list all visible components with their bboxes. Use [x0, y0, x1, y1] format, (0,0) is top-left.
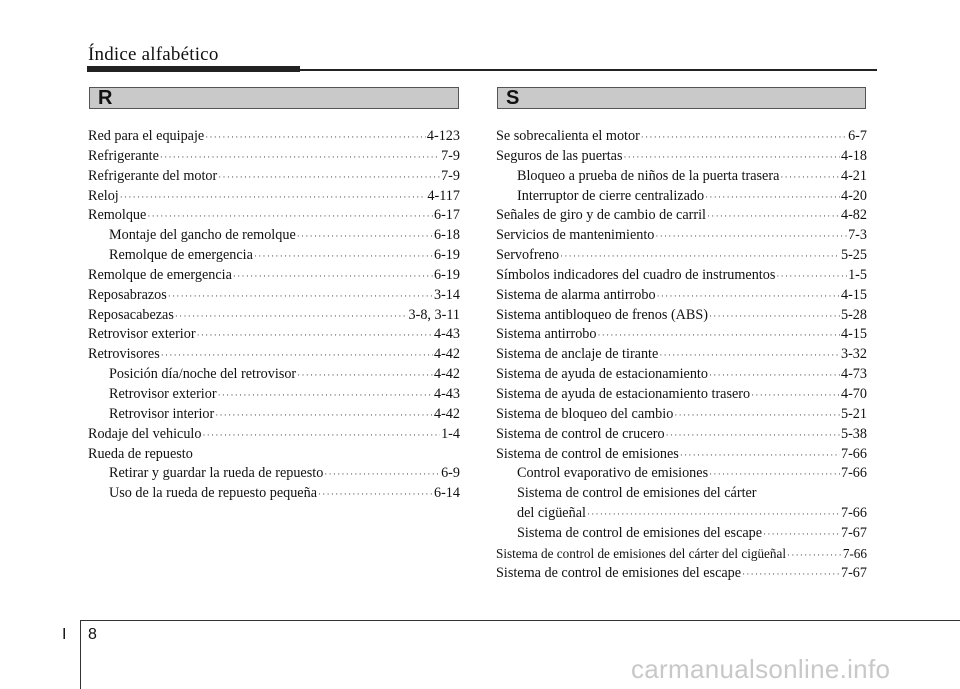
index-entry [496, 306, 867, 326]
index-entry [88, 187, 460, 207]
entry-page-ref: 4-42 [433, 405, 460, 422]
entry-page-ref: 6-19 [433, 247, 460, 264]
index-entry [496, 564, 867, 584]
entry-page-ref: 7-67 [840, 564, 867, 581]
section-letter-r: R [98, 87, 113, 109]
dot-leader [709, 311, 840, 321]
entry-page-ref: 1-5 [848, 266, 867, 283]
entry-term: Remolque [88, 207, 147, 224]
entry-term: Sistema de control de emisiones del escape [517, 524, 763, 541]
entry-page-ref: 6-9 [441, 465, 460, 482]
index-entry [88, 226, 460, 246]
entry-term: Sistema de control de crucero [496, 425, 665, 442]
dot-leader [215, 410, 433, 420]
entry-term: Retrovisores [88, 346, 160, 363]
entry-term: Seguros de las puertas [496, 147, 623, 164]
entry-page-ref: 4-43 [433, 385, 460, 402]
dot-leader [175, 311, 408, 321]
index-entry [88, 445, 460, 465]
entry-page-ref: 6-7 [848, 128, 867, 144]
dot-leader [705, 192, 840, 202]
index-entry [88, 286, 460, 306]
entry-page-ref: 4-21 [840, 167, 867, 184]
dot-leader [297, 370, 433, 380]
index-entry [496, 385, 867, 405]
entry-term: Montaje del gancho de remolque [109, 227, 296, 244]
index-entry [496, 504, 867, 524]
index-entry [496, 226, 867, 246]
entry-term: Retrovisor exterior [88, 326, 196, 343]
entry-term: del cigüeñal [517, 505, 586, 522]
dot-leader [751, 390, 840, 400]
dot-leader [707, 211, 840, 221]
entry-term: Símbolos indicadores del cuadro de instrumentos [496, 266, 776, 283]
entry-term: Refrigerante [88, 147, 159, 164]
section-letter-s: S [506, 87, 520, 109]
dot-leader [218, 172, 440, 182]
entry-term: Sistema de ayuda de estacionamiento [496, 366, 708, 383]
entry-term: Uso de la rueda de repuesto pequeña [109, 485, 317, 502]
dot-leader [641, 132, 847, 142]
entry-page-ref: 7-66 [840, 465, 867, 482]
entry-term: Interruptor de cierre centralizado [517, 187, 705, 204]
entry-term: Rodaje del vehiculo [88, 425, 202, 442]
index-entry [496, 544, 867, 564]
dot-leader [780, 172, 840, 182]
page-section-letter: I [62, 626, 67, 643]
entry-term: Rueda de repuesto [88, 445, 193, 462]
index-entry [88, 306, 460, 326]
entry-page-ref: 7-3 [848, 227, 867, 244]
dot-leader [623, 152, 840, 162]
index-entry [88, 246, 460, 266]
dot-leader [560, 251, 840, 261]
index-title: Índice alfabético [88, 44, 219, 65]
dot-leader [254, 251, 433, 261]
dot-leader [218, 390, 433, 400]
index-entry [88, 206, 460, 226]
index-entry [88, 425, 460, 445]
header-rule [87, 69, 877, 71]
dot-leader [709, 469, 840, 479]
entry-term: Sistema de control de emisiones [496, 445, 679, 462]
entry-page-ref: 7-67 [840, 524, 867, 541]
entry-page-ref: 4-15 [840, 326, 867, 343]
watermark: carmanualsonline.info [631, 654, 891, 684]
index-entry [88, 167, 460, 187]
entry-term: Retirar y guardar la rueda de repuesto [109, 465, 324, 482]
entry-page-ref: 5-25 [840, 247, 867, 264]
dot-leader [680, 450, 840, 460]
entry-term: Sistema antibloqueo de frenos (ABS) [496, 306, 708, 323]
entry-term: Posición día/noche del retrovisor [109, 366, 297, 383]
entry-page-ref: 7-9 [441, 167, 460, 184]
entry-page-ref: 4-42 [433, 346, 460, 363]
entry-term: Remolque de emergencia [88, 266, 232, 283]
entry-page-ref: 5-38 [840, 425, 867, 442]
index-entry [496, 365, 867, 385]
entry-term: Remolque de emergencia [109, 247, 253, 264]
index-entry [88, 345, 460, 365]
entry-page-ref: 4-20 [840, 187, 867, 204]
entry-term: Sistema de control de emisiones del escape [496, 564, 742, 581]
entry-term: Reloj [88, 187, 119, 204]
entry-term: Retrovisor interior [109, 405, 215, 422]
dot-leader [197, 330, 433, 340]
entry-term: Control evaporativo de emisiones [517, 465, 709, 482]
dot-leader [657, 291, 840, 301]
entry-term: Se sobrecalienta el motor [496, 128, 640, 144]
entry-page-ref: 4-117 [427, 187, 460, 204]
entry-term: Sistema de control de emisiones del cárter del cigüeñal [496, 545, 787, 561]
section-header-s [497, 87, 866, 109]
index-entry [496, 484, 867, 504]
entry-term: Servicios de mantenimiento [496, 227, 655, 244]
entry-page-ref: 7-66 [840, 445, 867, 462]
dot-leader [168, 291, 433, 301]
dot-leader [597, 330, 840, 340]
index-entry [496, 206, 867, 226]
dot-leader [147, 211, 433, 221]
entry-term: Sistema de anclaje de tirante [496, 346, 659, 363]
index-entry [496, 147, 867, 167]
index-entry [88, 325, 460, 345]
footer-rule [80, 620, 960, 621]
index-entry [88, 385, 460, 405]
index-entry [88, 127, 460, 147]
entry-page-ref: 4-43 [433, 326, 460, 343]
entry-term: Reposacabezas [88, 306, 174, 323]
index-entry [496, 266, 867, 286]
dot-leader [297, 231, 433, 241]
index-entry [88, 464, 460, 484]
dot-leader [324, 469, 440, 479]
dot-leader [666, 430, 840, 440]
index-entry [496, 167, 867, 187]
entry-term: Sistema de ayuda de estacionamiento trasero [496, 385, 751, 402]
dot-leader [674, 410, 840, 420]
entry-term: Sistema antirrobo [496, 326, 597, 343]
entry-page-ref: 6-18 [433, 227, 460, 244]
dot-leader [160, 152, 440, 162]
index-entry [496, 187, 867, 207]
entry-page-ref: 5-28 [840, 306, 867, 323]
footer-divider [80, 620, 81, 689]
dot-leader [763, 529, 840, 539]
entry-page-ref: 4-73 [840, 366, 867, 383]
index-entry [496, 345, 867, 365]
index-entry [88, 266, 460, 286]
index-entry [88, 147, 460, 167]
index-entry [496, 405, 867, 425]
entry-page-ref: 4-42 [433, 366, 460, 383]
dot-leader [776, 271, 847, 281]
index-entry [496, 425, 867, 445]
entry-page-ref: 6-19 [433, 266, 460, 283]
dot-leader [205, 132, 426, 142]
entry-page-ref: 7-66 [842, 545, 867, 561]
entry-page-ref: 4-70 [840, 385, 867, 402]
dot-leader [742, 569, 840, 579]
entry-term: Sistema de control de emisiones del cárter [517, 485, 757, 502]
index-entry [496, 127, 867, 147]
dot-leader [161, 350, 433, 360]
dot-leader [318, 489, 433, 499]
index-entry [496, 464, 867, 484]
entry-page-ref: 4-82 [840, 207, 867, 224]
entry-page-ref: 1-4 [441, 425, 460, 442]
entry-page-ref: 3-14 [433, 286, 460, 303]
entry-term: Bloqueo a prueba de niños de la puerta trasera [517, 167, 780, 184]
entry-page-ref: 4-18 [840, 147, 867, 164]
dot-leader [587, 509, 840, 519]
entry-page-ref: 5-21 [840, 405, 867, 422]
dot-leader [233, 271, 433, 281]
dot-leader [655, 231, 847, 241]
index-entry [88, 365, 460, 385]
dot-leader [202, 430, 440, 440]
entry-page-ref: 4-123 [426, 128, 460, 144]
dot-leader [120, 192, 427, 202]
entry-page-ref: 6-14 [433, 485, 460, 502]
entry-term: Señales de giro y de cambio de carril [496, 207, 706, 224]
dot-leader [709, 370, 840, 380]
index-entry [496, 286, 867, 306]
index-entry [496, 325, 867, 345]
index-entry [496, 445, 867, 465]
index-entry [496, 524, 867, 544]
index-entry [496, 246, 867, 266]
entry-page-ref: 3-8, 3-11 [408, 306, 460, 323]
entry-term: Servofreno [496, 247, 560, 264]
entry-page-ref: 6-17 [433, 207, 460, 224]
entry-page-ref: 4-15 [840, 286, 867, 303]
entry-term: Red para el equipaje [88, 128, 205, 144]
index-entry [88, 405, 460, 425]
entry-term: Sistema de bloqueo del cambio [496, 405, 674, 422]
entry-page-ref: 7-66 [840, 505, 867, 522]
index-entry [88, 484, 460, 504]
dot-leader [787, 550, 842, 560]
entry-term: Refrigerante del motor [88, 167, 218, 184]
entry-page-ref: 7-9 [441, 147, 460, 164]
entry-term: Retrovisor exterior [109, 385, 217, 402]
section-header-r [89, 87, 459, 109]
page-number: 8 [88, 626, 97, 643]
index-column-r [88, 127, 460, 504]
dot-leader [659, 350, 840, 360]
entry-page-ref: 3-32 [840, 346, 867, 363]
entry-term: Reposabrazos [88, 286, 167, 303]
index-column-s [496, 127, 867, 583]
entry-term: Sistema de alarma antirrobo [496, 286, 656, 303]
